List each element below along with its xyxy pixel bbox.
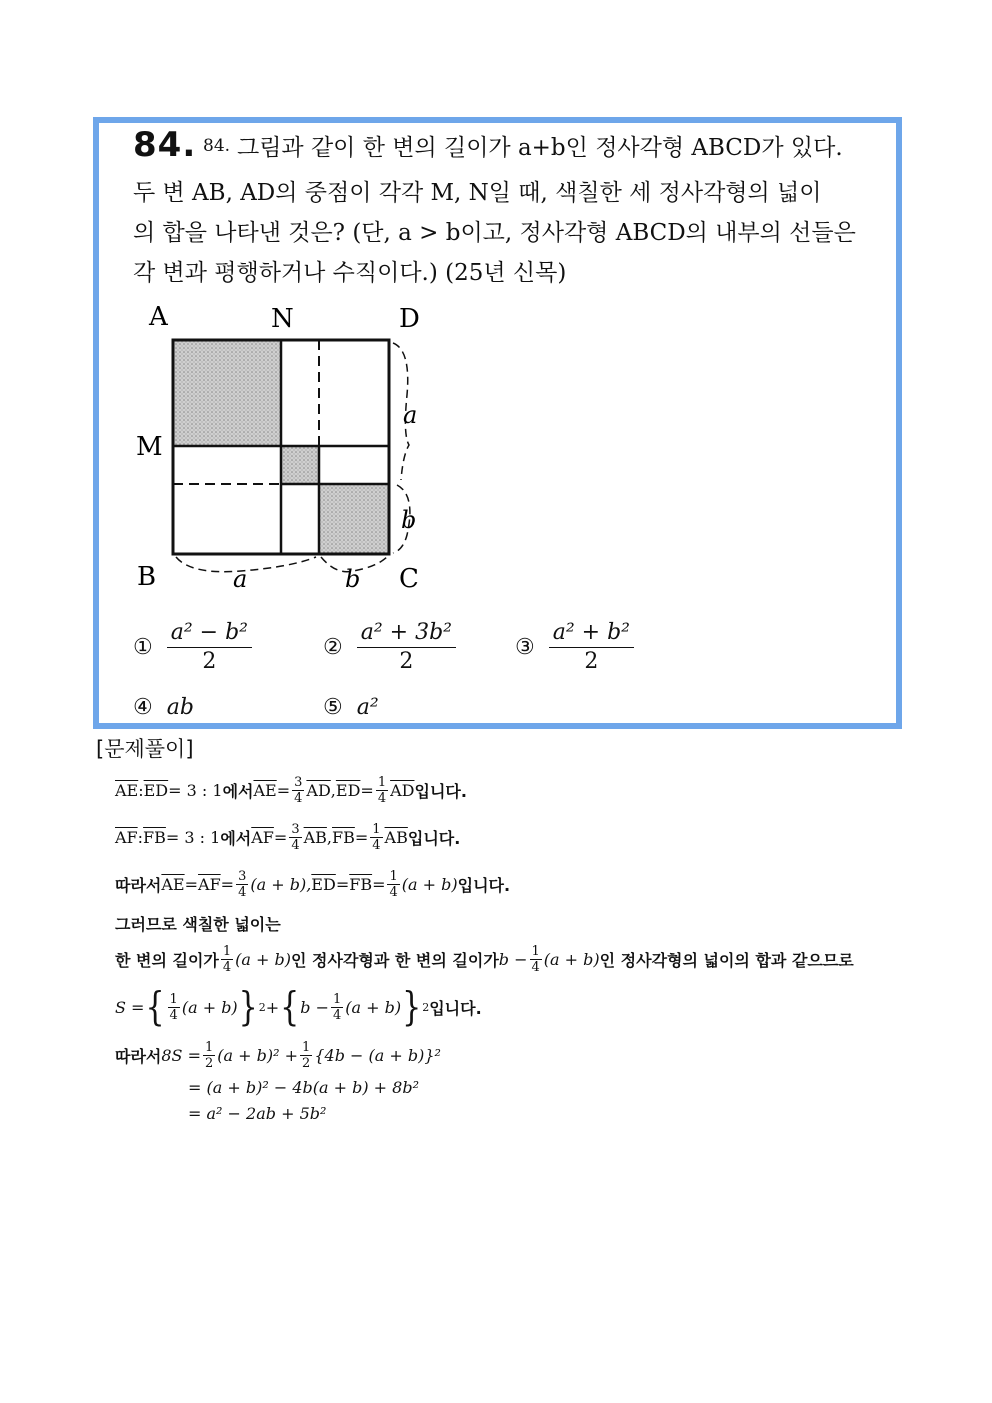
shaded-square-corner [319,484,389,554]
solution-line-9: = a² − 2ab + 5b² [188,1104,327,1123]
solution-line-2: $\overline{AF}$ : $\overline{FB}$ = 3 : 1 에서 $\overline{AF}$ = $\frac{3}{4}$ $\overline{AB}$ , $\overline{FB}$ = $\frac{1}{4}$ $\overline{AB}$ 입니다. [115,822,461,853]
solution-line-5: 한 변의 길이가 1 4 (a + b) 인 정사각형과 한 변의 길이가 b − $\frac{1}{4}$ (a + b) 인 정사각형의 넓이의 합과 같으므로 [115,944,854,975]
question-line-3: 의 합을 나타낸 것은? (단, a > b이고, 정사각형 ABCD의 내부의 선들은 [133,220,856,246]
solution-line-1: $\overline{AE}$ : $\overline{ED}$ = 3 : 1 에서 $\overline{AE}$ = $\frac{3}{4}$ $\overline{AD}$ , $\overline{ED}$ = $\frac{1}{4}$ $\overline{AD}$ 입니다. [115,775,467,806]
shaded-square-large [173,340,281,446]
label-B: B [137,562,157,592]
question-line-1: 그림과 같이 한 변의 길이가 a+b인 정사각형 ABCD가 있다. [237,135,843,161]
label-C: C [399,564,419,594]
label-b-bottom: b [345,565,361,593]
question-box [93,117,902,729]
question-line-4: 각 변과 평행하거나 수직이다.) (25년 신목) [133,260,567,286]
shaded-square-small [281,446,319,484]
question-line-2: 두 변 AB, AD의 중점이 각각 M, N일 때, 색칠한 세 정사각형의 넓이 [133,180,822,206]
question-number-small: 84. [203,136,231,156]
label-a-right: a [403,401,418,429]
label-A: A [149,302,168,332]
square-figure [131,295,451,595]
option-1[interactable]: ① $\frac{\text{a² − b²}}{2}$ [133,619,252,676]
solution-line-6: S = { 1 4 (a + b) } 2 + { b − $\frac{1}{4}$ (a + b) } 2 입니다. [115,984,482,1031]
solution-line-3: 따라서 $\overline{AE}$ = $\overline{AF}$ = $\frac{3}{4}$ (a + b), $\overline{ED}$ = $\overline{FB}$ = $\frac{1}{4}$ (a + b) 입니다. [115,869,511,900]
option-2[interactable]: ② $\frac{\text{a² + 3b²}}{2}$ [323,619,456,676]
solution-heading: [문제풀이] [96,737,194,761]
label-M: M [136,432,163,462]
label-a-bottom: a [233,565,248,593]
question-number: 84. [133,125,197,165]
solution-line-8: = (a + b)² − 4b(a + b) + 8b² [188,1078,420,1097]
option-3[interactable]: ③ $\frac{\text{a² + b²}}{2}$ [515,619,634,676]
option-4[interactable]: ④ ab [133,695,194,720]
label-D: D [399,304,420,334]
option-5[interactable]: ⑤ a² [323,695,379,720]
label-N: N [271,304,294,334]
solution-line-7: 따라서 8S = $\frac{1}{2}$ (a + b)² + $\frac{1}{2}$ {4b − (a + b)}² [115,1040,441,1071]
solution-line-4: 그러므로 색칠한 넓이는 [115,915,281,934]
label-b-right: b [401,506,417,534]
